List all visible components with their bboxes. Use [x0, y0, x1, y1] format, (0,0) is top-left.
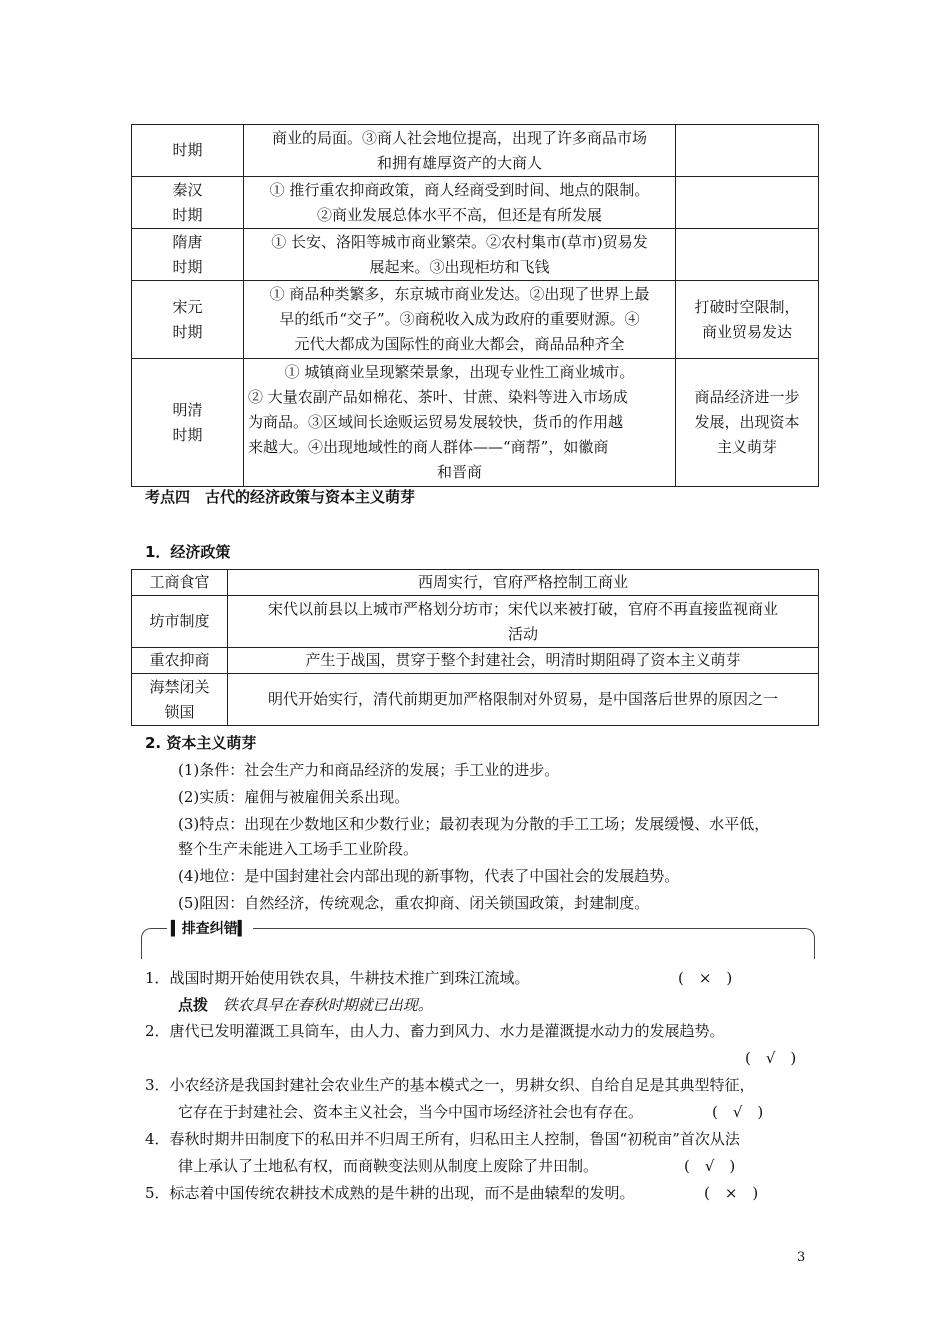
- period-cell: [132, 281, 244, 359]
- policy-desc-cell: 产生于战国，贯穿于整个封建社会，明清时期阻碍了资本主义萌芽: [228, 648, 819, 674]
- review-item: 它存在于封建社会、资本主义社会，当今中国市场经济社会也有存在。: [178, 1103, 644, 1121]
- policy-desc-cell: [228, 596, 819, 648]
- desc-cell: [244, 229, 676, 281]
- period-cell: 时期: [132, 125, 244, 177]
- period-cell: [132, 229, 244, 281]
- note-cell: [676, 229, 819, 281]
- period-cell: [132, 359, 244, 487]
- review-item: 3．小农经济是我国封建社会农业生产的基本模式之一，男耕女织、自给自足是其典型特征，: [145, 1076, 755, 1094]
- period-line: 隋唐: [172, 232, 203, 251]
- table-row: [132, 359, 819, 487]
- capitalism-item: (2)实质：雇佣与被雇佣关系出现。: [178, 788, 410, 806]
- capitalism-heading: 2. 资本主义萌芽: [145, 734, 257, 752]
- period-line: 时期: [172, 257, 203, 276]
- note-line: 打破时空限制，: [694, 297, 800, 316]
- period-line: 时期: [172, 205, 203, 224]
- policy-name-cell: 工商食官: [132, 570, 228, 596]
- desc-line: ① 商品种类繁多，东京城市商业发达。②出现了世界上最: [269, 285, 650, 303]
- desc-cell: [244, 359, 676, 487]
- note-line: 商品经济进一步: [694, 388, 800, 406]
- period-line: 秦汉: [172, 180, 203, 199]
- review-tip: [178, 993, 433, 1018]
- desc-line: 早的纸币“交子”。③商税收入成为政府的重要财源。④: [279, 310, 640, 328]
- desc-line: 为商品。③区域间长途贩运贸易发展较快，货币的作用越: [248, 413, 624, 431]
- capitalism-item: 整个生产未能进入工场手工业阶段。: [178, 840, 419, 858]
- review-mark: ( × ): [704, 1184, 759, 1202]
- table-row: [132, 570, 819, 596]
- section-title: 考点四 古代的经济政策与资本主义萌芽: [145, 488, 416, 506]
- note-cell: [676, 281, 819, 359]
- desc-line: 商业的局面。③商人社会地位提高，出现了许多商品市场: [271, 128, 647, 147]
- page-number: 3: [797, 1250, 806, 1265]
- review-mark: ( √ ): [712, 1103, 764, 1121]
- period-line: 时期: [172, 425, 203, 444]
- review-item: 5．标志着中国传统农耕技术成熟的是牛耕的出现，而不是曲辕犁的发明。: [145, 1184, 635, 1202]
- table-row: [132, 177, 819, 229]
- note-line: 商业贸易发达: [701, 322, 792, 341]
- capitalism-item: (4)地位：是中国封建社会内部出现的新事物，代表了中国社会的发展趋势。: [178, 867, 680, 885]
- review-item: 4．春秋时期井田制度下的私田并不归周王所有，归私田主人控制，鲁国“初税亩”首次从法: [145, 1130, 740, 1148]
- desc-cell: [244, 177, 676, 229]
- note-cell: [676, 125, 819, 177]
- capitalism-item: (5)阻因：自然经济，传统观念，重农抑商、闭关锁国政策，封建制度。: [178, 894, 650, 912]
- era-commerce-table: [131, 124, 819, 487]
- capitalism-item: (1)条件：社会生产力和商品经济的发展；手工业的进步。: [178, 761, 560, 779]
- period-cell: [132, 177, 244, 229]
- policy-name-cell: [132, 674, 228, 726]
- policy-name-cell: 重农抑商: [132, 648, 228, 674]
- table-row: [132, 674, 819, 726]
- review-mark: ( √ ): [745, 1049, 797, 1067]
- tip-label: 点拨: [178, 996, 209, 1014]
- policy-name-cell: 坊市制度: [132, 596, 228, 648]
- desc-cell: [244, 125, 676, 177]
- policy-desc-cell: 西周实行，官府严格控制工商业: [228, 570, 819, 596]
- review-mark: ( × ): [678, 969, 733, 987]
- name-line: 海禁闭关: [149, 677, 210, 696]
- desc-line: ② 大量农副产品如棉花、茶叶、甘蔗、染料等进入市场成: [248, 388, 628, 406]
- period-line: 宋元: [172, 297, 203, 316]
- desc-line: 宋代以前县以上城市严格划分坊市；宋代以来被打破，官府不再直接监视商业: [267, 599, 778, 618]
- desc-line: 展起来。③出现柜坊和飞钱: [369, 257, 550, 276]
- review-item: 1．战国时期开始使用铁农具，牛耕技术推广到珠江流域。: [145, 969, 530, 987]
- policy-heading: 1．经济政策: [145, 543, 231, 561]
- table-row: [132, 125, 819, 177]
- table-row: [132, 596, 819, 648]
- review-item: 律上承认了土地私有权，而商鞅变法则从制度上废除了井田制。: [178, 1157, 599, 1175]
- note-line: 发展，出现资本: [694, 413, 800, 431]
- review-mark: ( √ ): [684, 1157, 736, 1175]
- economic-policy-table: [131, 569, 819, 726]
- desc-line: ① 城镇商业呈现繁荣景象，出现专业性工商业城市。: [284, 363, 635, 381]
- desc-line: ① 推行重农抑商政策，商人经商受到时间、地点的限制。: [269, 180, 650, 199]
- period-line: 时期: [172, 322, 203, 341]
- desc-line: 和拥有雄厚资产的大商人: [376, 153, 542, 172]
- note-line: 主义萌芽: [716, 438, 777, 456]
- table-row: [132, 229, 819, 281]
- table-row: [132, 281, 819, 359]
- desc-line: 来越大。④出现地域性的商人群体——“商帮”，如徽商: [248, 438, 609, 456]
- note-cell: [676, 177, 819, 229]
- desc-line: 元代大都成为国际性的商业大都会，商品品种齐全: [294, 335, 625, 353]
- name-line: 锁国: [164, 702, 195, 721]
- desc-line: 和晋商: [436, 463, 482, 481]
- desc-line: 活动: [507, 624, 538, 643]
- tip-text: 铁农具早在春秋时期就已出现。: [222, 996, 433, 1014]
- review-label: ▍排查纠错▍: [167, 918, 253, 938]
- review-item: 2．唐代已发明灌溉工具筒车，由人力、畜力到风力、水力是灌溉提水动力的发展趋势。: [145, 1022, 725, 1040]
- capitalism-item: (3)特点：出现在少数地区和少数行业；最初表现为分散的手工工场；发展缓慢、水平低，: [178, 815, 770, 833]
- period-line: 明清: [172, 400, 203, 419]
- desc-cell: [244, 281, 676, 359]
- policy-desc-cell: 明代开始实行，清代前期更加严格限制对外贸易，是中国落后世界的原因之一: [228, 674, 819, 726]
- table-row: [132, 648, 819, 674]
- desc-line: ②商业发展总体水平不高，但还是有所发展: [316, 205, 602, 224]
- desc-line: ① 长安、洛阳等城市商业繁荣。②农村集市(草市)贸易发: [271, 232, 648, 251]
- note-cell: [676, 359, 819, 487]
